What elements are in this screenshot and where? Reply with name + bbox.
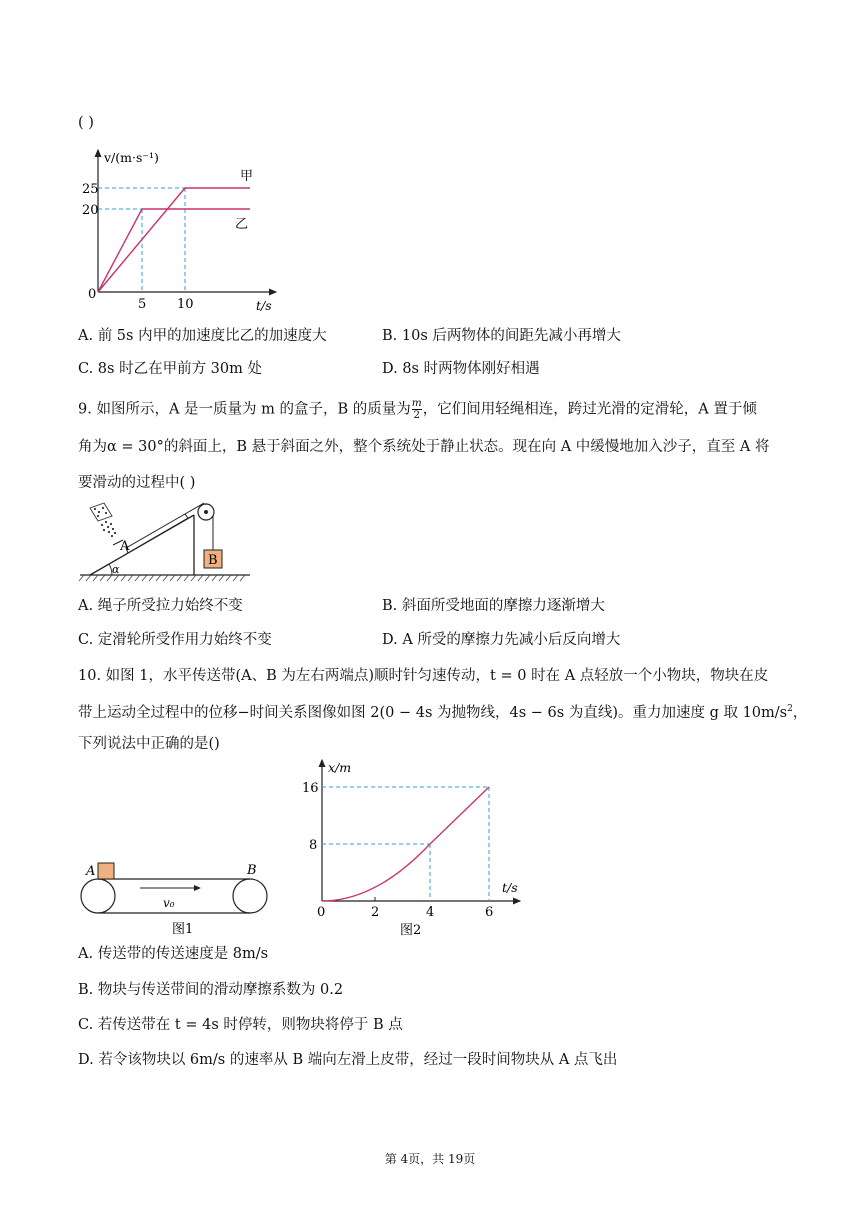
q9-option-d[interactable]: D. A 所受的摩擦力先减小后反向增大 xyxy=(382,632,621,648)
q10-fig1-conveyor xyxy=(78,858,273,938)
q8-option-c[interactable]: C. 8s 时乙在甲前方 30m 处 xyxy=(78,361,262,377)
q10-fig2-caption: 图2 xyxy=(400,923,422,938)
q9-stem-line1-b: ，它们间用轻绳相连，跨过光滑的定滑轮，A 置于倾 xyxy=(422,401,757,418)
q10-option-c[interactable]: C. 若传送带在 t = 4s 时停转，则物块将停于 B 点 xyxy=(78,1017,403,1033)
q9-label-a: A xyxy=(120,539,130,554)
q9-stem-line1 xyxy=(78,398,757,421)
q10-label-a: A xyxy=(86,864,96,879)
q9-option-a[interactable]: A. 绳子所受拉力始终不变 xyxy=(78,598,243,614)
q9-box-a xyxy=(126,514,188,553)
q10-stem-line2-b: ， xyxy=(792,704,808,721)
q8-option-d[interactable]: D. 8s 时两物体刚好相遇 xyxy=(382,361,540,377)
q8-xtick-10: 10 xyxy=(177,297,194,312)
q10-xtick-6: 6 xyxy=(485,905,494,920)
q10-stem-line2 xyxy=(78,699,807,723)
q10-fig2-xt-graph xyxy=(298,754,526,939)
q8-x-label: t/s xyxy=(256,298,272,313)
page-footer: 第 4页，共 19页 xyxy=(384,1152,476,1166)
q10-stem-line1: 10. 如图 1，水平传送带(A、B 为左右两端点)顺时针匀速传动，t = 0 时在 A 点轻放一个小物块，物块在皮 xyxy=(78,668,769,684)
q9-incline-figure xyxy=(78,495,253,590)
q8-line-yi xyxy=(98,209,250,292)
q10-stem-sup: 2 xyxy=(787,704,793,714)
q9-stem-line3: 要滑动的过程中( ) xyxy=(78,475,196,491)
q8-paren: ( ) xyxy=(78,115,94,131)
q8-label-jia: 甲 xyxy=(240,169,254,184)
q9-frac-den: 2 xyxy=(413,409,421,421)
q10-label-b: B xyxy=(247,863,257,878)
q8-origin: 0 xyxy=(88,287,97,302)
q9-stem-line1-a: 9. 如图所示，A 是一质量为 m 的盒子，B 的质量为 xyxy=(78,401,411,418)
q8-vt-graph xyxy=(78,140,288,315)
q10-label-v0: v₀ xyxy=(163,896,175,910)
q10-xtick-4: 4 xyxy=(426,905,435,920)
q8-line-jia xyxy=(98,188,250,292)
q9-option-c[interactable]: C. 定滑轮所受作用力始终不变 xyxy=(78,632,272,648)
q8-xtick-5: 5 xyxy=(138,297,147,312)
q8-ytick-20: 20 xyxy=(82,203,99,218)
q8-option-a[interactable]: A. 前 5s 内甲的加速度比乙的加速度大 xyxy=(78,328,327,344)
q10-xtick-2: 2 xyxy=(371,905,380,920)
q8-label-yi: 乙 xyxy=(235,217,249,232)
q9-sand-icon xyxy=(90,503,116,537)
q9-ground-hatch xyxy=(79,575,245,581)
q8-option-b[interactable]: B. 10s 后两物体的间距先减小再增大 xyxy=(382,328,621,344)
q9-alpha-label: α xyxy=(112,563,120,576)
q10-ytick-8: 8 xyxy=(309,838,318,853)
q10-y-label: x/m xyxy=(328,760,352,775)
q10-fig1-caption: 图1 xyxy=(172,922,194,937)
q10-stem-line2-a: 带上运动全过程中的位移−时间关系图像如图 2(0 − 4s 为抛物线，4s − 6s 为直线)。重力加速度 g 取 10m/s xyxy=(78,704,788,721)
q10-x-label: t/s xyxy=(502,880,518,895)
q10-origin: 0 xyxy=(317,905,326,920)
q9-label-b: B xyxy=(208,553,218,568)
q10-option-a[interactable]: A. 传送带的传送速度是 8m/s xyxy=(78,946,269,962)
q10-stem-line3: 下列说法中正确的是() xyxy=(78,736,220,752)
q8-ytick-25: 25 xyxy=(82,182,99,197)
q9-option-b[interactable]: B. 斜面所受地面的摩擦力逐渐增大 xyxy=(382,598,605,614)
q9-stem-line2: 角为α = 30°的斜面上，B 悬于斜面之外，整个系统处于静止状态。现在向 A 中缓慢地加入沙子，直至 A 将 xyxy=(78,439,770,455)
q10-block xyxy=(98,863,114,879)
q10-left-roller xyxy=(81,879,115,913)
q10-arrow-head xyxy=(194,885,201,891)
q10-xt-curve xyxy=(322,787,489,901)
q9-frac-num: m xyxy=(411,397,422,409)
q9-fraction xyxy=(412,398,422,421)
q10-option-b[interactable]: B. 物块与传送带间的滑动摩擦系数为 0.2 xyxy=(78,982,344,998)
q9-pulley-axle xyxy=(204,510,208,514)
q10-right-roller xyxy=(233,879,267,913)
q8-y-label: v/(m·s⁻¹) xyxy=(104,150,159,165)
q10-option-d[interactable]: D. 若令该物块以 6m/s 的速率从 B 端向左滑上皮带，经过一段时间物块从 A 点飞出 xyxy=(78,1052,618,1068)
q10-ytick-16: 16 xyxy=(302,781,319,796)
